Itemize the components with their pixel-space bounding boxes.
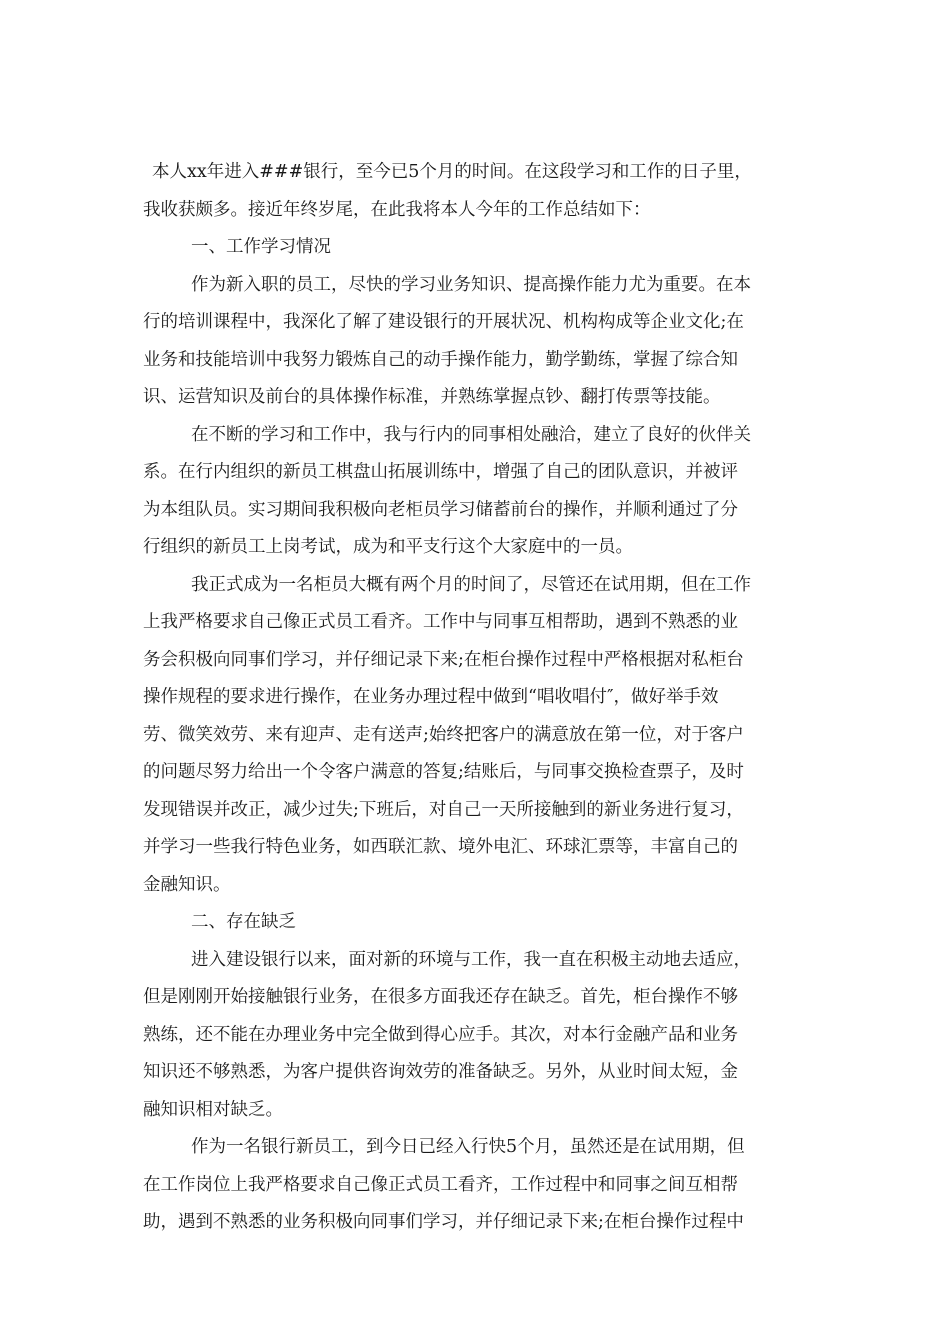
text-line: 我收获颇多。接近年终岁尾，在此我将本人今年的工作总结如下： xyxy=(143,200,651,220)
section-heading: 一、工作学习情况 xyxy=(191,237,331,257)
text-line: 识、运营知识及前台的具体操作标准，并熟练掌握点钞、翻打传票等技能。 xyxy=(143,387,721,407)
text-line: 发现错误并改正，减少过失;下班后，对自己一天所接触到的新业务进行复习， xyxy=(143,800,744,820)
text-line: 操作规程的要求进行操作，在业务办理过程中做到“唱收唱付″，做好举手效 xyxy=(143,687,719,707)
text-line: 在不断的学习和工作中，我与行内的同事相处融洽，建立了良好的伙伴关 xyxy=(191,425,751,445)
text-line: 在工作岗位上我严格要求自己像正式员工看齐，工作过程中和同事之间互相帮 xyxy=(143,1175,738,1195)
text-line: 融知识相对缺乏。 xyxy=(143,1100,283,1120)
text-line: 进入建设银行以来，面对新的环境与工作，我一直在积极主动地去适应， xyxy=(191,950,751,970)
text-line: 助，遇到不熟悉的业务积极向同事们学习，并仔细记录下来;在柜台操作过程中 xyxy=(143,1212,744,1232)
text-line: 并学习一些我行特色业务，如西联汇款、境外电汇、环球汇票等，丰富自己的 xyxy=(143,837,738,857)
text-line: 我正式成为一名柜员大概有两个月的时间了，尽管还在试用期，但在工作 xyxy=(191,575,751,595)
text-line: 的问题尽努力给出一个令客户满意的答复;结账后，与同事交换检查票子，及时 xyxy=(143,762,744,782)
text-line: 务会积极向同事们学习，并仔细记录下来;在柜台操作过程中严格根据对私柜台 xyxy=(143,650,744,670)
text-line: 但是刚刚开始接触银行业务，在很多方面我还存在缺乏。首先，柜台操作不够 xyxy=(143,987,738,1007)
text-line: 知识还不够熟悉，为客户提供咨询效劳的准备缺乏。另外，从业时间太短，金 xyxy=(143,1062,738,1082)
text-line: 熟练，还不能在办理业务中完全做到得心应手。其次，对本行金融产品和业务 xyxy=(143,1025,738,1045)
text-line: 业务和技能培训中我努力锻炼自己的动手操作能力，勤学勤练，掌握了综合知 xyxy=(143,350,738,370)
section-heading: 二、存在缺乏 xyxy=(191,912,296,932)
text-line: 劳、微笑效劳、来有迎声、走有送声;始终把客户的满意放在第一位，对于客户 xyxy=(143,725,744,745)
text-line: 行组织的新员工上岗考试，成为和平支行这个大家庭中的一员。 xyxy=(143,537,633,557)
text-line: 上我严格要求自己像正式员工看齐。工作中与同事互相帮助，遇到不熟悉的业 xyxy=(143,612,738,632)
text-line: 作为一名银行新员工，到今日已经入行快5个月，虽然还是在试用期，但 xyxy=(191,1137,745,1157)
text-line: 作为新入职的员工，尽快的学习业务知识、提高操作能力尤为重要。在本 xyxy=(191,275,751,295)
text-line: 本人xx年进入###银行，至今已5个月的时间。在这段学习和工作的日子里， xyxy=(152,162,752,182)
text-line: 为本组队员。实习期间我积极向老柜员学习储蓄前台的操作，并顺利通过了分 xyxy=(143,500,738,520)
text-line: 行的培训课程中，我深化了解了建设银行的开展状况、机构构成等企业文化;在 xyxy=(143,312,744,332)
text-line: 金融知识。 xyxy=(143,875,231,895)
text-line: 系。在行内组织的新员工棋盘山拓展训练中，增强了自己的团队意识，并被评 xyxy=(143,462,738,482)
